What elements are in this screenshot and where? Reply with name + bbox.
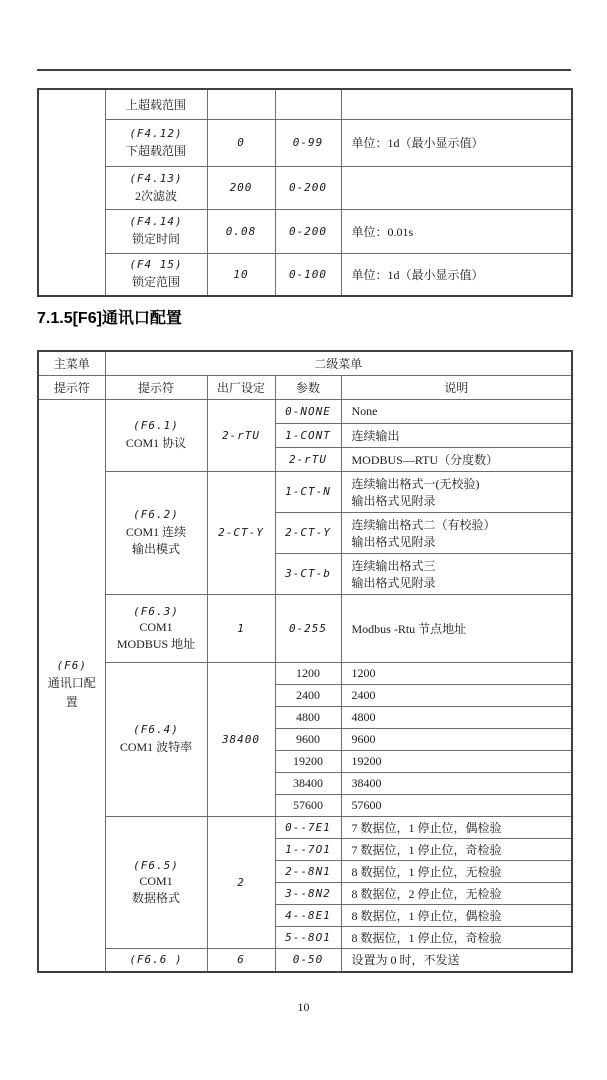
option-description: 7 数据位，1 停止位，奇检验: [341, 838, 572, 860]
description-line: 连续输出格式二（有校验）: [351, 517, 496, 532]
option-param: 38400: [275, 772, 341, 794]
parameter-name: 上超载范围: [125, 97, 186, 112]
option-param: 1200: [275, 662, 341, 684]
option-description: 8 数据位，2 停止位，无检验: [341, 882, 572, 904]
parameter-name: COM1: [139, 873, 173, 888]
option-description: 9600: [341, 728, 572, 750]
factory-default: 200: [207, 166, 275, 209]
parameter-code: (F4.13): [129, 171, 183, 185]
header-prompt-main: 提示符: [38, 375, 105, 399]
f6-main-menu-cell: [38, 399, 105, 972]
table-row: [38, 166, 572, 209]
top-rule: [37, 69, 571, 71]
parameter-description: 单位：0.01s: [341, 209, 572, 253]
option-param: 1--7O1: [275, 838, 341, 860]
factory-default: [207, 89, 275, 119]
factory-default: 0: [207, 119, 275, 166]
parameter-range: 0-99: [275, 119, 341, 166]
f6-3-prompt-cell: [105, 594, 207, 662]
parameter-range: 0-100: [275, 253, 341, 296]
f4-row-prompt: [105, 89, 207, 119]
f6-4-prompt-cell: [105, 662, 207, 816]
option-description: 8 数据位，1 停止位，偶检验: [341, 904, 572, 926]
option-param: 1-CT-N: [275, 471, 341, 512]
parameter-name: 输出模式: [131, 542, 180, 556]
table-row: [38, 89, 572, 119]
parameter-code: (F6.1): [133, 419, 179, 432]
option-param: 0--7E1: [275, 816, 341, 838]
option-description: [341, 512, 572, 553]
section-heading: 7.1.5[F6]通讯口配置: [37, 310, 182, 327]
option-description: 4800: [341, 706, 572, 728]
option-description: [341, 553, 572, 594]
factory-default: 2-rTU: [207, 399, 275, 471]
option-param: 4800: [275, 706, 341, 728]
factory-default: 0.08: [207, 209, 275, 253]
option-description: 38400: [341, 772, 572, 794]
table-row: [38, 948, 572, 972]
f4-row-prompt: [105, 166, 207, 209]
option-description: 8 数据位，1 停止位，奇检验: [341, 926, 572, 948]
parameter-code: (F6.4): [133, 723, 179, 736]
table-row: [38, 662, 572, 684]
parameter-description: 单位：1d（最小显示值）: [341, 119, 572, 166]
parameter-code: (F6.2): [133, 508, 179, 521]
option-description: 57600: [341, 794, 572, 816]
f4-row-prompt: [105, 209, 207, 253]
option-param: 3--8N2: [275, 882, 341, 904]
description-line: 输出格式见附录: [351, 493, 436, 508]
f6-1-prompt-cell: [105, 399, 207, 471]
table-row: [38, 209, 572, 253]
option-param: 19200: [275, 750, 341, 772]
parameter-name: 2次滤波: [134, 188, 177, 203]
f6-6-prompt-cell: (F6.6 ): [105, 948, 207, 972]
option-description: None: [341, 399, 572, 423]
option-description: 设置为 0 时，不发送: [341, 948, 572, 972]
table-header-row: [38, 351, 572, 375]
factory-default: 1: [207, 594, 275, 662]
menu-name: 通讯口配置: [47, 675, 96, 709]
parameter-range: 0-200: [275, 209, 341, 253]
parameter-code: (F4 15): [129, 258, 183, 272]
parameter-code: (F4.14): [129, 215, 183, 228]
description-line: 连续输出格式三: [351, 558, 436, 573]
option-param: 9600: [275, 728, 341, 750]
parameter-name: 锁定时间: [131, 232, 180, 246]
f4-row-prompt: [105, 119, 207, 166]
parameter-description: [341, 89, 572, 119]
option-param: 0-50: [275, 948, 341, 972]
option-param: 2--8N1: [275, 860, 341, 882]
table-row: [38, 399, 572, 423]
parameter-name: COM1 连续: [125, 525, 187, 539]
parameter-code: (F4.12): [129, 126, 183, 140]
parameter-range: 0-200: [275, 166, 341, 209]
f6-parameter-table: [37, 350, 573, 973]
factory-default: 2-CT-Y: [207, 471, 275, 594]
parameter-name: 锁定范围: [131, 275, 180, 290]
parameter-name: 数据格式: [131, 890, 180, 905]
f6-5-prompt-cell: [105, 816, 207, 948]
option-description: [341, 471, 572, 512]
option-param: 2-CT-Y: [275, 512, 341, 553]
menu-code: (F6): [56, 658, 87, 672]
option-description: 1200: [341, 662, 572, 684]
parameter-name: COM1 波特率: [119, 740, 193, 754]
option-param: 0-NONE: [275, 399, 341, 423]
option-description: 2400: [341, 684, 572, 706]
table-row: [38, 816, 572, 838]
table-row: [38, 119, 572, 166]
option-description: Modbus -Rtu 节点地址: [341, 594, 572, 662]
parameter-code: (F6.5): [133, 858, 179, 872]
parameter-description: [341, 166, 572, 209]
parameter-name: COM1: [139, 619, 173, 634]
factory-default: 6: [207, 948, 275, 972]
header-main-menu: 主菜单: [38, 351, 105, 375]
header-param: 参数: [275, 375, 341, 399]
table-row: [38, 253, 572, 296]
option-param: 57600: [275, 794, 341, 816]
factory-default: 2: [207, 816, 275, 948]
option-param: 2400: [275, 684, 341, 706]
option-description: 7 数据位，1 停止位，偶检验: [341, 816, 572, 838]
description-line: 输出格式见附录: [351, 575, 436, 590]
header-desc: 说明: [341, 375, 572, 399]
option-param: 2-rTU: [275, 447, 341, 471]
f4-parameter-table: [37, 88, 573, 297]
parameter-description: 单位：1d（最小显示值）: [341, 253, 572, 296]
option-param: 0-255: [275, 594, 341, 662]
description-line: 输出格式见附录: [351, 534, 436, 549]
table-row: [38, 471, 572, 512]
parameter-name: MODBUS 地址: [116, 636, 196, 651]
option-param: 5--8O1: [275, 926, 341, 948]
parameter-name: COM1 协议: [125, 436, 187, 450]
option-description: MODBUS—RTU（分度数）: [341, 447, 572, 471]
option-param: 3-CT-b: [275, 553, 341, 594]
parameter-range: [275, 89, 341, 119]
option-param: 4--8E1: [275, 904, 341, 926]
description-line: 连续输出格式一(无校验): [351, 476, 480, 491]
table-row: [38, 594, 572, 662]
page-number: 10: [297, 1000, 310, 1014]
option-param: 1-CONT: [275, 423, 341, 447]
f4-main-menu-cell: [38, 89, 105, 296]
factory-default: 10: [207, 253, 275, 296]
f4-row-prompt: [105, 253, 207, 296]
table-header-row: [38, 375, 572, 399]
factory-default: 38400: [207, 662, 275, 816]
option-description: 19200: [341, 750, 572, 772]
option-description: 连续输出: [341, 423, 572, 447]
header-prompt-sub: 提示符: [105, 375, 207, 399]
header-sub-menu: 二级菜单: [105, 351, 572, 375]
parameter-name: 下超载范围: [125, 143, 186, 158]
option-description: 8 数据位，1 停止位，无检验: [341, 860, 572, 882]
parameter-code: (F6.3): [133, 604, 179, 618]
f6-2-prompt-cell: [105, 471, 207, 594]
header-factory: 出厂设定: [207, 375, 275, 399]
